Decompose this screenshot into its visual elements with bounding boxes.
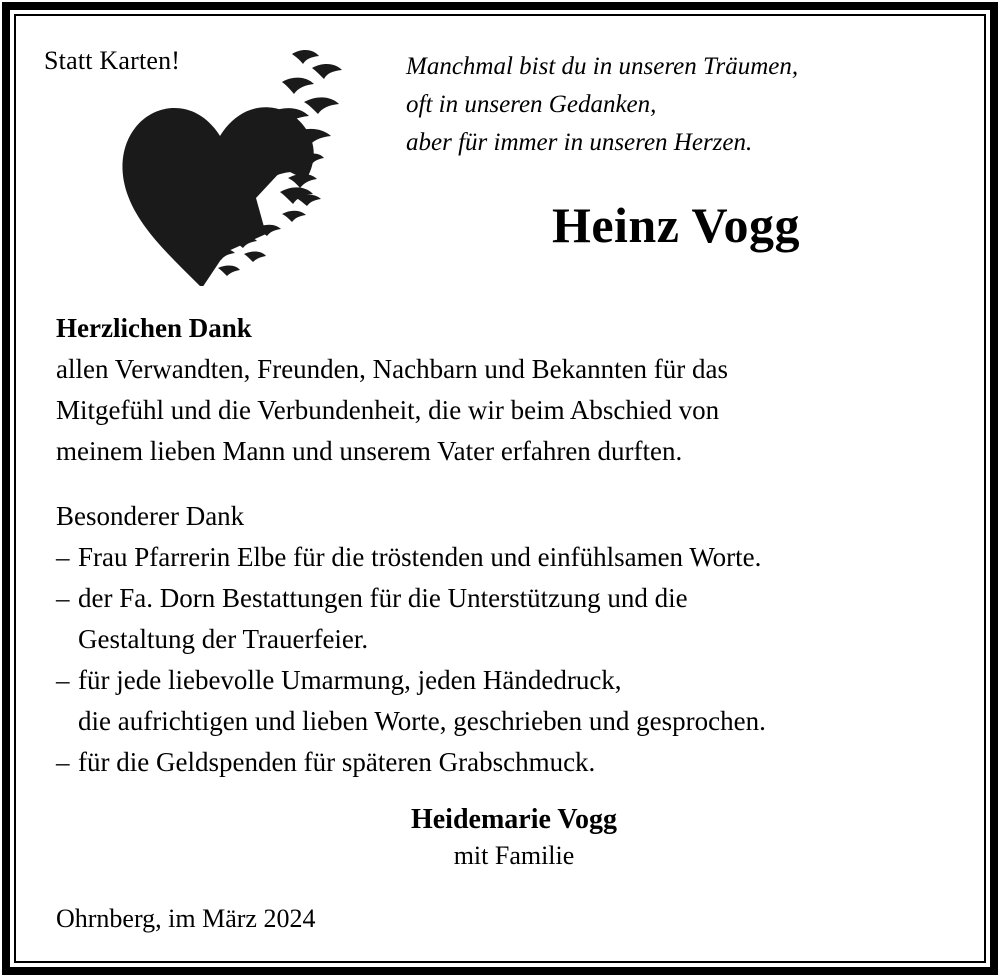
thanks-line: allen Verwandten, Freunden, Nachbarn und Bekannten für das: [56, 354, 729, 384]
statt-karten-label: Statt Karten!: [44, 46, 181, 75]
dash-marker: –: [56, 583, 70, 613]
signature-name: Heidemarie Vogg: [410, 804, 618, 835]
list-item: [56, 660, 972, 742]
dash-marker: –: [56, 542, 70, 572]
deceased-name: Heinz Vogg: [551, 197, 801, 253]
dash-marker: –: [56, 665, 70, 695]
poem-line: aber für immer in unseren Herzen.: [406, 129, 753, 156]
place-and-date: Ohrnberg, im März 2024: [56, 904, 316, 933]
poem-line: oft in unseren Gedanken,: [406, 91, 657, 118]
obituary-frame-outer: [2, 2, 998, 975]
thanks-line: Mitgefühl und die Verbundenheit, die wir beim Abschied von: [56, 395, 720, 425]
poem-line: Manchmal bist du in unseren Träumen,: [406, 53, 799, 80]
signature-block: [56, 802, 972, 874]
list-item: [56, 742, 972, 783]
thanks-section: [56, 308, 972, 783]
heart-with-birds-icon: [106, 38, 366, 286]
list-item-line: für jede liebevolle Umarmung, jeden Händedruck,: [78, 665, 622, 695]
list-item-line: der Fa. Dorn Bestattungen für die Unterstützung und die: [78, 583, 688, 613]
list-item-line: die aufrichtigen und lieben Worte, geschrieben und gesprochen.: [78, 706, 766, 736]
thanks-line: meinem lieben Mann und unserem Vater erfahren durften.: [56, 436, 683, 466]
list-item: [56, 578, 972, 660]
signature-subtitle: mit Familie: [453, 841, 575, 870]
thanks-paragraph: [56, 349, 972, 472]
dash-marker: –: [56, 747, 70, 777]
special-thanks-heading: Besonderer Dank: [56, 501, 245, 531]
list-item: [56, 537, 972, 578]
thanks-heading: Herzlichen Dank: [56, 313, 252, 343]
header-section: [16, 16, 984, 284]
poem-text: [406, 48, 966, 162]
list-item-line: Gestaltung der Trauerfeier.: [78, 624, 369, 654]
special-thanks-list: [56, 537, 972, 783]
list-item-line: Frau Pfarrerin Elbe für die tröstenden und einfühlsamen Worte.: [78, 542, 762, 572]
obituary-frame-inner: [14, 14, 986, 963]
list-item-line: für die Geldspenden für späteren Grabschmuck.: [78, 747, 596, 777]
special-thanks-section: [56, 496, 972, 783]
obituary-card: [16, 16, 984, 961]
